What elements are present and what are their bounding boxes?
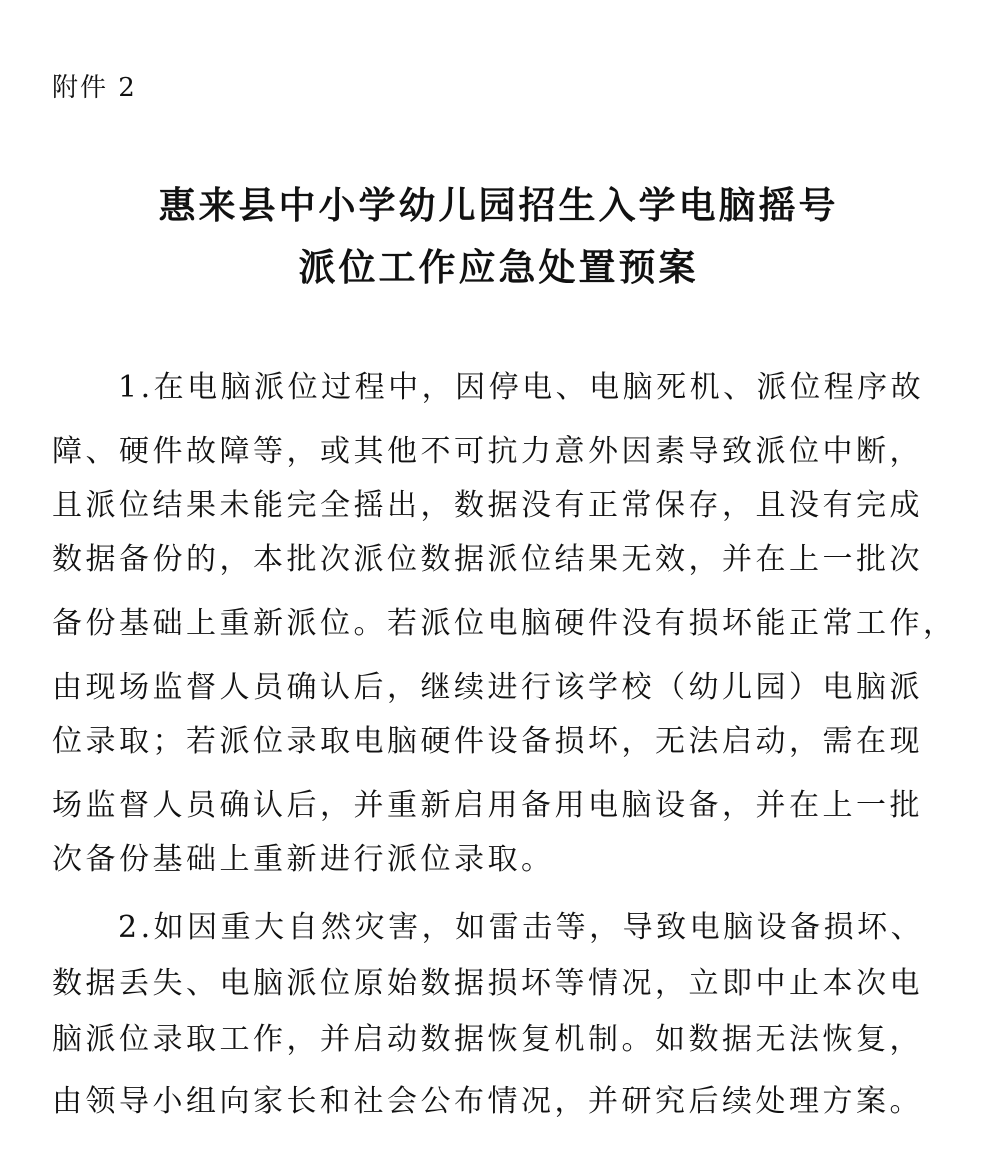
paragraph-2-line-1: 2.如因重大自然灾害，如雷击等，导致电脑设备损坏、 (118, 910, 925, 945)
paragraph-1-line-6: 由现场监督人员确认后，继续进行该学校（幼儿园）电脑派 (52, 670, 923, 705)
attachment-label: 附件 2 (52, 73, 137, 103)
paragraph-2-line-3: 脑派位录取工作，并启动数据恢复机制。如数据无法恢复， (52, 1022, 923, 1057)
document-title-line-1: 惠来县中小学幼儿园招生入学电脑摇号 (158, 184, 839, 227)
paragraph-1-line-1: 1.在电脑派位过程中，因停电、电脑死机、派位程序故 (118, 370, 925, 405)
paragraph-1-line-3: 且派位结果未能完全摇出，数据没有正常保存，且没有完成 (52, 488, 923, 523)
paragraph-1-line-9: 次备份基础上重新进行派位录取。 (52, 842, 555, 877)
paragraph-2-line-2: 数据丢失、电脑派位原始数据损坏等情况，立即中止本次电 (52, 966, 923, 1001)
document-title-line-2: 派位工作应急处置预案 (298, 246, 699, 289)
paragraph-1-line-7: 位录取；若派位录取电脑硬件设备损坏，无法启动，需在现 (52, 724, 923, 759)
paragraph-1-line-8: 场监督人员确认后，并重新启用备用电脑设备，并在上一批 (52, 788, 923, 823)
paragraph-1-line-4: 数据备份的，本批次派位数据派位结果无效，并在上一批次 (52, 542, 923, 577)
paragraph-1-line-5: 备份基础上重新派位。若派位电脑硬件没有损坏能正常工作， (52, 606, 957, 641)
paragraph-1-line-2: 障、硬件故障等，或其他不可抗力意外因素导致派位中断， (52, 434, 923, 469)
paragraph-2-line-4: 由领导小组向家长和社会公布情况，并研究后续处理方案。 (52, 1084, 923, 1119)
